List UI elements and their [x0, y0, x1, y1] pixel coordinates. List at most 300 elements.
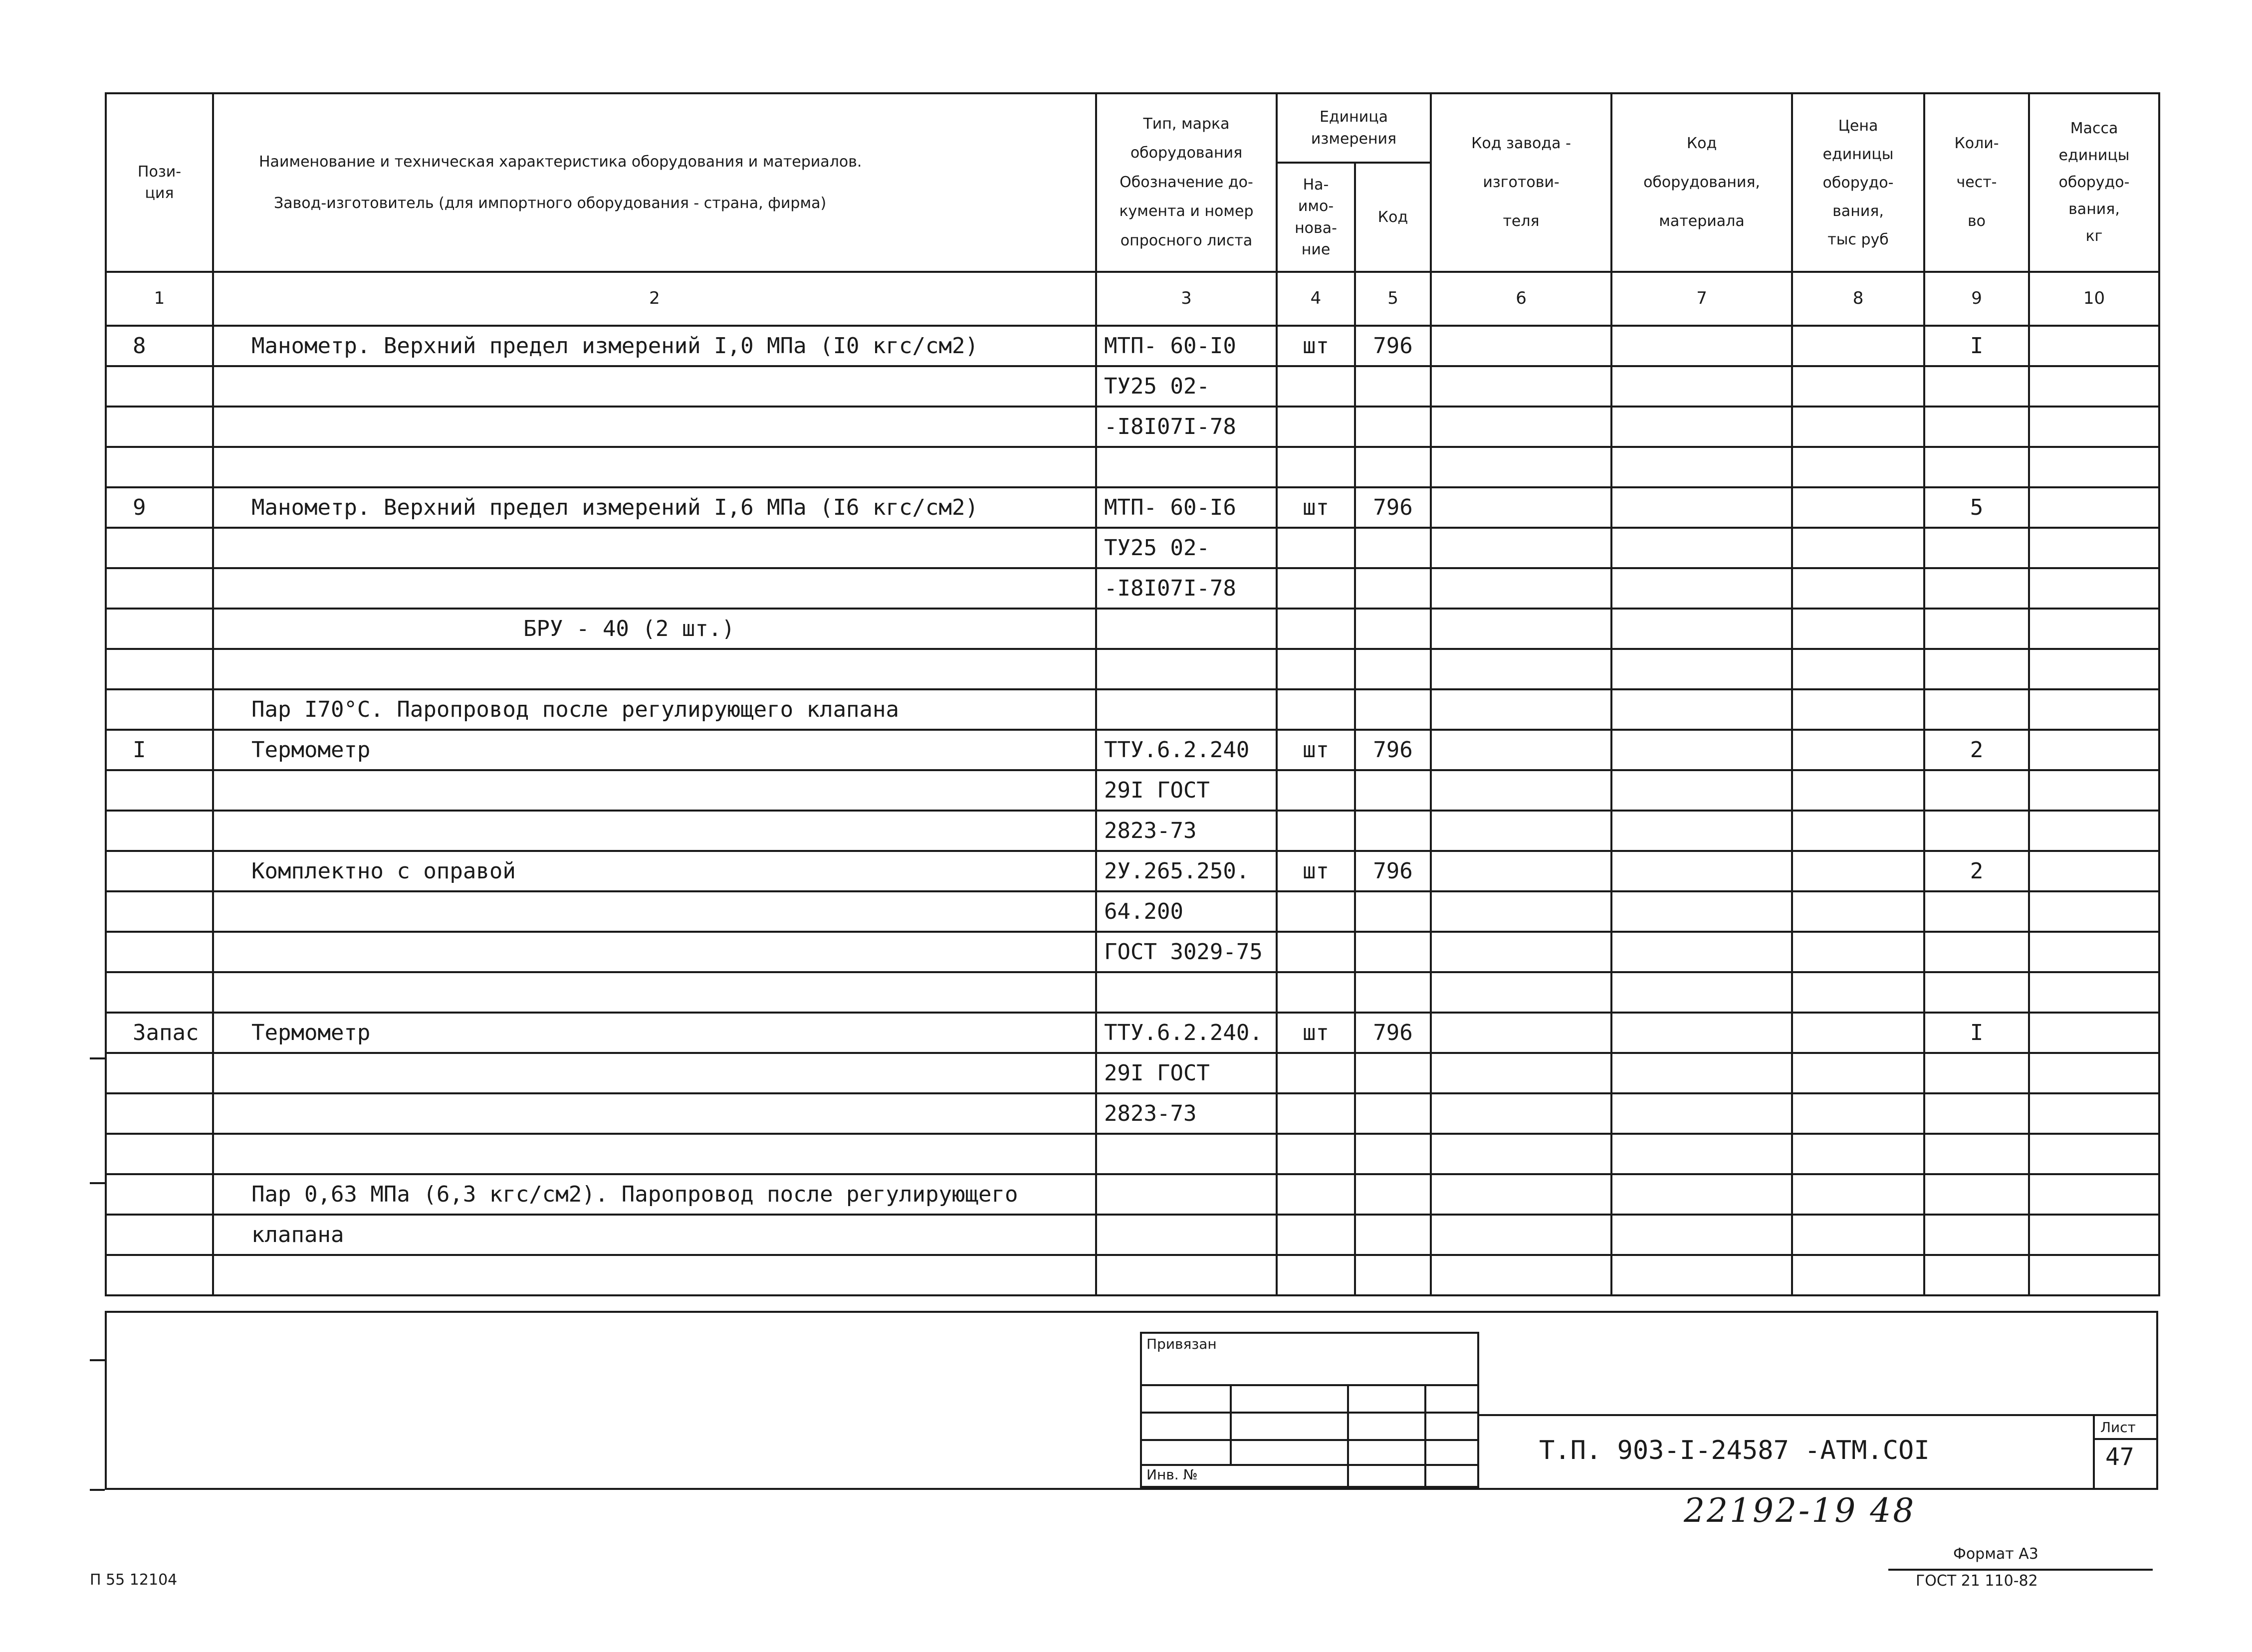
row-unit-name: шт — [1277, 730, 1355, 770]
row-unit-name — [1277, 770, 1355, 811]
row-type: -I8I07I-78 — [1096, 407, 1277, 447]
row-name: Манометр. Верхний предел измерений I,6 МПа (I6 кгс/см2) — [213, 487, 1096, 528]
row-name — [213, 1093, 1096, 1134]
approval-line — [1140, 1384, 1479, 1386]
column-number: 10 — [2029, 272, 2159, 326]
row-type: 2823-73 — [1096, 811, 1277, 851]
header-position: Пози- ция — [106, 93, 213, 272]
row-manufacturer-code — [1431, 1215, 1611, 1255]
approval-divider — [1424, 1384, 1426, 1488]
row-manufacturer-code — [1431, 770, 1611, 811]
table-row — [106, 407, 2159, 447]
row-manufacturer-code — [1431, 851, 1611, 891]
row-manufacturer-code — [1431, 932, 1611, 972]
row-price — [1792, 851, 1924, 891]
row-position — [106, 609, 213, 649]
column-number: 9 — [1924, 272, 2029, 326]
row-unit-code — [1355, 1093, 1431, 1134]
row-mass — [2029, 366, 2159, 407]
row-unit-name — [1277, 1053, 1355, 1093]
row-price — [1792, 811, 1924, 851]
row-price — [1792, 326, 1924, 366]
row-quantity — [1924, 447, 2029, 487]
row-price — [1792, 447, 1924, 487]
row-manufacturer-code — [1431, 1174, 1611, 1215]
row-quantity — [1924, 932, 2029, 972]
row-unit-code — [1355, 891, 1431, 932]
row-mass — [2029, 730, 2159, 770]
row-manufacturer-code — [1431, 1093, 1611, 1134]
row-position — [106, 447, 213, 487]
row-unit-code — [1355, 770, 1431, 811]
row-unit-name — [1277, 1215, 1355, 1255]
row-position — [106, 811, 213, 851]
row-quantity — [1924, 407, 2029, 447]
row-price — [1792, 972, 1924, 1013]
stamp-left-border — [105, 1311, 107, 1489]
row-type: ГОСТ 3029-75 — [1096, 932, 1277, 972]
row-manufacturer-code — [1431, 1053, 1611, 1093]
row-equipment-code — [1611, 1093, 1792, 1134]
row-name — [213, 366, 1096, 407]
row-name — [213, 891, 1096, 932]
row-quantity — [1924, 891, 2029, 932]
row-type: 29I ГОСТ — [1096, 770, 1277, 811]
row-name — [213, 447, 1096, 487]
row-equipment-code — [1611, 326, 1792, 366]
row-unit-name — [1277, 649, 1355, 689]
row-type — [1096, 1255, 1277, 1295]
row-quantity — [1924, 811, 2029, 851]
row-position — [106, 1174, 213, 1215]
row-unit-name — [1277, 1255, 1355, 1295]
row-type: МТП- 60-I6 — [1096, 487, 1277, 528]
row-type — [1096, 609, 1277, 649]
margin-tick — [90, 1359, 105, 1361]
row-manufacturer-code — [1431, 891, 1611, 932]
row-quantity — [1924, 528, 2029, 568]
footer-line — [1888, 1569, 2153, 1571]
row-unit-code — [1355, 689, 1431, 730]
row-price — [1792, 487, 1924, 528]
row-mass — [2029, 811, 2159, 851]
row-unit-code — [1355, 407, 1431, 447]
row-name: БРУ - 40 (2 шт.) — [213, 609, 1096, 649]
column-number: 6 — [1431, 272, 1611, 326]
row-mass — [2029, 1013, 2159, 1053]
row-unit-name — [1277, 407, 1355, 447]
row-quantity — [1924, 609, 2029, 649]
row-price — [1792, 770, 1924, 811]
row-position — [106, 689, 213, 730]
row-position — [106, 407, 213, 447]
row-type — [1096, 689, 1277, 730]
row-name — [213, 528, 1096, 568]
row-mass — [2029, 770, 2159, 811]
row-equipment-code — [1611, 447, 1792, 487]
row-position — [106, 851, 213, 891]
row-type: МТП- 60-I0 — [1096, 326, 1277, 366]
row-quantity: 2 — [1924, 851, 2029, 891]
row-quantity — [1924, 1053, 2029, 1093]
row-unit-code: 796 — [1355, 730, 1431, 770]
row-price — [1792, 1053, 1924, 1093]
row-position — [106, 891, 213, 932]
row-position — [106, 1255, 213, 1295]
row-unit-name: шт — [1277, 1013, 1355, 1053]
row-equipment-code — [1611, 407, 1792, 447]
row-equipment-code — [1611, 1174, 1792, 1215]
row-price — [1792, 528, 1924, 568]
row-unit-code — [1355, 1215, 1431, 1255]
column-number: 7 — [1611, 272, 1792, 326]
row-mass — [2029, 891, 2159, 932]
row-position: I — [106, 730, 213, 770]
table-row — [106, 1215, 2159, 1255]
table-row — [106, 568, 2159, 609]
table-row — [106, 1053, 2159, 1093]
column-number: 8 — [1792, 272, 1924, 326]
header-unit-name: На- имо- нова- ние — [1277, 163, 1355, 272]
designation-top-line — [1479, 1414, 2158, 1416]
row-unit-code: 796 — [1355, 851, 1431, 891]
margin-tick — [90, 1182, 105, 1184]
row-mass — [2029, 689, 2159, 730]
row-unit-code: 796 — [1355, 326, 1431, 366]
table-row — [106, 447, 2159, 487]
row-equipment-code — [1611, 649, 1792, 689]
row-type — [1096, 447, 1277, 487]
row-manufacturer-code — [1431, 1255, 1611, 1295]
header-unit-code: Код — [1355, 163, 1431, 272]
row-equipment-code — [1611, 1134, 1792, 1174]
table-row — [106, 528, 2159, 568]
row-type: 29I ГОСТ — [1096, 1053, 1277, 1093]
row-position — [106, 972, 213, 1013]
row-unit-name — [1277, 932, 1355, 972]
row-mass — [2029, 649, 2159, 689]
row-quantity — [1924, 366, 2029, 407]
row-price — [1792, 730, 1924, 770]
row-price — [1792, 891, 1924, 932]
row-manufacturer-code — [1431, 1134, 1611, 1174]
row-manufacturer-code — [1431, 1013, 1611, 1053]
table-row — [106, 1134, 2159, 1174]
header-name-line2: Завод-изготовитель (для импортного оборудования - страна, фирма) — [274, 195, 827, 212]
table-row — [106, 972, 2159, 1013]
row-name: Термометр — [213, 730, 1096, 770]
gost-label: ГОСТ 21 110-82 — [1916, 1572, 2038, 1590]
row-mass — [2029, 972, 2159, 1013]
document-designation: Т.П. 903-I-24587 -АТМ.СОI — [1539, 1436, 1930, 1465]
row-unit-code: 796 — [1355, 487, 1431, 528]
format-label: Формат А3 — [1953, 1545, 2038, 1563]
row-equipment-code — [1611, 1215, 1792, 1255]
row-equipment-code — [1611, 811, 1792, 851]
column-number: 3 — [1096, 272, 1277, 326]
table-row — [106, 730, 2159, 770]
handwritten-number: 22192-19 48 — [1684, 1491, 1916, 1530]
row-manufacturer-code — [1431, 649, 1611, 689]
row-price — [1792, 568, 1924, 609]
row-price — [1792, 1134, 1924, 1174]
row-name — [213, 568, 1096, 609]
row-position: Запас — [106, 1013, 213, 1053]
sheet-label: Лист — [2100, 1419, 2136, 1436]
column-number: 4 — [1277, 272, 1355, 326]
row-mass — [2029, 1255, 2159, 1295]
row-equipment-code — [1611, 366, 1792, 407]
row-unit-name: шт — [1277, 487, 1355, 528]
row-position — [106, 1053, 213, 1093]
table-row — [106, 1255, 2159, 1295]
row-price — [1792, 1215, 1924, 1255]
row-name — [213, 811, 1096, 851]
row-equipment-code — [1611, 487, 1792, 528]
row-unit-name — [1277, 528, 1355, 568]
footer-left-code: П 55 12104 — [90, 1571, 178, 1589]
table-row — [106, 1013, 2159, 1053]
row-unit-name — [1277, 972, 1355, 1013]
row-manufacturer-code — [1431, 326, 1611, 366]
row-unit-name — [1277, 689, 1355, 730]
row-name — [213, 1053, 1096, 1093]
row-quantity: 5 — [1924, 487, 2029, 528]
row-type: 2823-73 — [1096, 1093, 1277, 1134]
row-manufacturer-code — [1431, 811, 1611, 851]
row-quantity — [1924, 1174, 2029, 1215]
column-number-row — [106, 272, 2159, 326]
row-price — [1792, 1013, 1924, 1053]
row-equipment-code — [1611, 730, 1792, 770]
approval-line — [1140, 1412, 1479, 1414]
stamp-right-border — [2156, 1311, 2158, 1489]
row-manufacturer-code — [1431, 528, 1611, 568]
row-unit-code: 796 — [1355, 1013, 1431, 1053]
specification-table — [105, 92, 2160, 1296]
row-mass — [2029, 932, 2159, 972]
header-unit-mass: Масса единицы оборудо- вания, кг — [2029, 93, 2159, 272]
row-mass — [2029, 851, 2159, 891]
inventory-number-label: Инв. № — [1146, 1466, 1198, 1483]
row-unit-name — [1277, 891, 1355, 932]
row-name: Комплектно с оправой — [213, 851, 1096, 891]
row-name: Термометр — [213, 1013, 1096, 1053]
row-name: клапана — [213, 1215, 1096, 1255]
row-unit-code — [1355, 811, 1431, 851]
margin-tick — [90, 1489, 105, 1491]
row-price — [1792, 407, 1924, 447]
row-unit-code — [1355, 366, 1431, 407]
row-unit-code — [1355, 932, 1431, 972]
header-name — [213, 93, 1096, 272]
row-quantity — [1924, 689, 2029, 730]
sheet-bottom-border — [105, 1488, 2158, 1490]
row-manufacturer-code — [1431, 366, 1611, 407]
row-unit-name — [1277, 1093, 1355, 1134]
row-position — [106, 932, 213, 972]
row-manufacturer-code — [1431, 568, 1611, 609]
approval-divider — [1347, 1384, 1349, 1488]
row-quantity — [1924, 1134, 2029, 1174]
column-number: 5 — [1355, 272, 1431, 326]
table-row — [106, 649, 2159, 689]
row-equipment-code — [1611, 568, 1792, 609]
row-name: Пар 0,63 МПа (6,3 кгс/см2). Паропровод после регулирующего — [213, 1174, 1096, 1215]
row-price — [1792, 366, 1924, 407]
row-price — [1792, 1174, 1924, 1215]
privyazan-label: Привязан — [1146, 1336, 1217, 1352]
row-manufacturer-code — [1431, 487, 1611, 528]
row-equipment-code — [1611, 770, 1792, 811]
row-manufacturer-code — [1431, 730, 1611, 770]
table-body — [106, 326, 2159, 1295]
table-row — [106, 932, 2159, 972]
row-position — [106, 568, 213, 609]
row-position: 8 — [106, 326, 213, 366]
row-equipment-code — [1611, 972, 1792, 1013]
row-quantity — [1924, 568, 2029, 609]
row-name — [213, 972, 1096, 1013]
row-position — [106, 649, 213, 689]
row-quantity: I — [1924, 326, 2029, 366]
row-type — [1096, 972, 1277, 1013]
row-unit-code — [1355, 609, 1431, 649]
row-mass — [2029, 528, 2159, 568]
margin-tick — [90, 1057, 105, 1059]
stamp-top-border — [105, 1311, 2158, 1313]
row-quantity — [1924, 1093, 2029, 1134]
header-type: Тип, марка оборудования Обозначение до- кумента и номер опросного листа — [1096, 93, 1277, 272]
column-number: 2 — [213, 272, 1096, 326]
row-type — [1096, 649, 1277, 689]
row-quantity: 2 — [1924, 730, 2029, 770]
row-type — [1096, 1215, 1277, 1255]
row-unit-code — [1355, 1053, 1431, 1093]
row-unit-name: шт — [1277, 851, 1355, 891]
row-unit-code — [1355, 1134, 1431, 1174]
row-price — [1792, 1093, 1924, 1134]
row-unit-name — [1277, 1134, 1355, 1174]
row-quantity — [1924, 649, 2029, 689]
approval-divider — [1230, 1384, 1232, 1464]
row-unit-name — [1277, 568, 1355, 609]
table-row — [106, 1093, 2159, 1134]
row-position — [106, 366, 213, 407]
row-unit-name: шт — [1277, 326, 1355, 366]
row-mass — [2029, 326, 2159, 366]
row-type: -I8I07I-78 — [1096, 568, 1277, 609]
header-manufacturer-code: Код завода - изготови- теля — [1431, 93, 1611, 272]
row-mass — [2029, 407, 2159, 447]
row-quantity: I — [1924, 1013, 2029, 1053]
row-name: Манометр. Верхний предел измерений I,0 МПа (I0 кгс/см2) — [213, 326, 1096, 366]
column-number: 1 — [106, 272, 213, 326]
row-position — [106, 1215, 213, 1255]
row-position — [106, 770, 213, 811]
table-row — [106, 851, 2159, 891]
header-name-line1: Наименование и техническая характеристика оборудования и материалов. — [259, 153, 862, 171]
row-manufacturer-code — [1431, 407, 1611, 447]
row-name — [213, 1134, 1096, 1174]
row-name: Пар I70°С. Паропровод после регулирующего клапана — [213, 689, 1096, 730]
row-position — [106, 1093, 213, 1134]
row-unit-name — [1277, 447, 1355, 487]
row-mass — [2029, 1134, 2159, 1174]
row-quantity — [1924, 1255, 2029, 1295]
row-manufacturer-code — [1431, 689, 1611, 730]
row-type: ТТУ.6.2.240. — [1096, 1013, 1277, 1053]
header-quantity: Коли- чест- во — [1924, 93, 2029, 272]
row-mass — [2029, 447, 2159, 487]
row-type — [1096, 1134, 1277, 1174]
row-mass — [2029, 1174, 2159, 1215]
sheet-cell-divider — [2093, 1438, 2158, 1440]
row-quantity — [1924, 972, 2029, 1013]
table-row — [106, 609, 2159, 649]
row-name — [213, 770, 1096, 811]
row-type: ТУ25 02- — [1096, 366, 1277, 407]
row-equipment-code — [1611, 1013, 1792, 1053]
row-mass — [2029, 568, 2159, 609]
row-type: 64.200 — [1096, 891, 1277, 932]
row-mass — [2029, 1215, 2159, 1255]
row-manufacturer-code — [1431, 609, 1611, 649]
row-unit-code — [1355, 568, 1431, 609]
row-price — [1792, 609, 1924, 649]
table-row — [106, 366, 2159, 407]
row-equipment-code — [1611, 1053, 1792, 1093]
row-equipment-code — [1611, 689, 1792, 730]
row-unit-name — [1277, 366, 1355, 407]
table-row — [106, 811, 2159, 851]
row-quantity — [1924, 770, 2029, 811]
row-unit-code — [1355, 972, 1431, 1013]
row-type: ТУ25 02- — [1096, 528, 1277, 568]
table-row — [106, 770, 2159, 811]
row-unit-name — [1277, 609, 1355, 649]
row-price — [1792, 689, 1924, 730]
row-unit-code — [1355, 447, 1431, 487]
row-manufacturer-code — [1431, 972, 1611, 1013]
row-mass — [2029, 487, 2159, 528]
row-mass — [2029, 609, 2159, 649]
sheet-cell-border — [2093, 1414, 2095, 1488]
header-unit-price: Цена единицы оборудо- вания, тыс руб — [1792, 93, 1924, 272]
row-quantity — [1924, 1215, 2029, 1255]
row-equipment-code — [1611, 891, 1792, 932]
row-price — [1792, 1255, 1924, 1295]
header-equipment-code: Код оборудования, материала — [1611, 93, 1792, 272]
row-unit-code — [1355, 1174, 1431, 1215]
row-name — [213, 407, 1096, 447]
row-type: ТТУ.6.2.240 — [1096, 730, 1277, 770]
row-name — [213, 1255, 1096, 1295]
row-mass — [2029, 1093, 2159, 1134]
row-unit-code — [1355, 649, 1431, 689]
row-price — [1792, 932, 1924, 972]
approval-line — [1140, 1464, 1479, 1466]
table-row — [106, 689, 2159, 730]
row-name — [213, 649, 1096, 689]
row-equipment-code — [1611, 609, 1792, 649]
row-unit-name — [1277, 811, 1355, 851]
row-unit-code — [1355, 528, 1431, 568]
table-row — [106, 891, 2159, 932]
table-row — [106, 326, 2159, 366]
row-unit-name — [1277, 1174, 1355, 1215]
row-position: 9 — [106, 487, 213, 528]
